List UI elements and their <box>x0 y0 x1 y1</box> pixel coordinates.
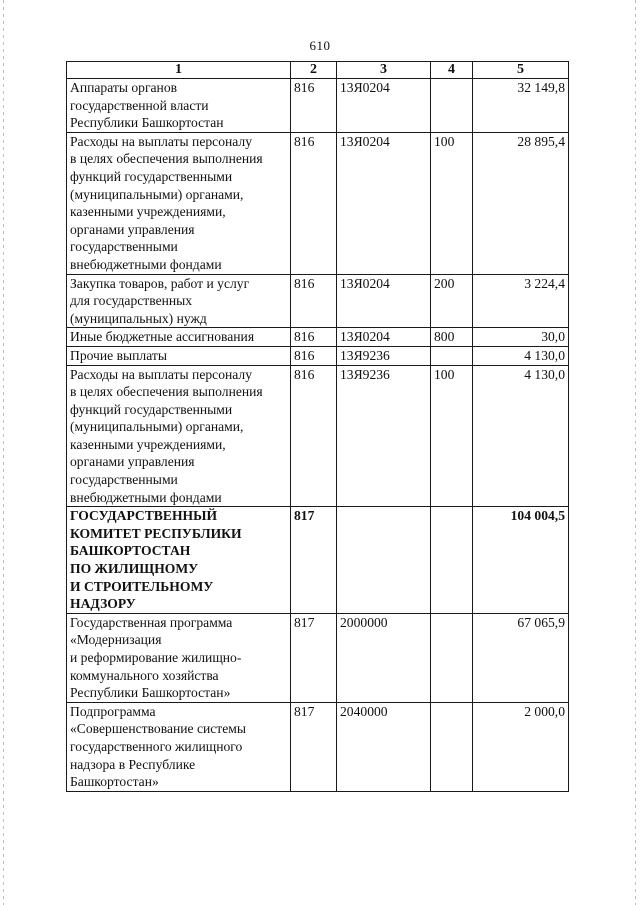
row-name: Расходы на выплаты персоналу в целях обеспечения выполнения функций государственными (муниципальными) органами, казенными учреждениями, органами управления государственными внебюджетными фондами <box>67 365 291 507</box>
page-number: 610 <box>309 38 331 53</box>
table-row <box>67 365 569 507</box>
row-program-code: 13Я0204 <box>337 328 431 347</box>
row-expense-type: 100 <box>431 365 473 507</box>
row-ministry-code: 817 <box>291 507 337 614</box>
row-amount: 104 004,5 <box>473 507 569 614</box>
row-ministry-code: 817 <box>291 702 337 791</box>
table-row <box>67 132 569 274</box>
table-row <box>67 274 569 328</box>
row-expense-type <box>431 507 473 614</box>
table-row <box>67 702 569 791</box>
row-ministry-code: 816 <box>291 132 337 274</box>
row-program-code: 13Я0204 <box>337 132 431 274</box>
row-amount: 67 065,9 <box>473 613 569 702</box>
row-amount: 3 224,4 <box>473 274 569 328</box>
row-amount: 30,0 <box>473 328 569 347</box>
row-expense-type: 100 <box>431 132 473 274</box>
header-col-5: 5 <box>473 62 569 79</box>
row-ministry-code: 816 <box>291 274 337 328</box>
scan-edge-right <box>635 0 636 905</box>
header-col-4: 4 <box>431 62 473 79</box>
row-expense-type: 200 <box>431 274 473 328</box>
header-col-2: 2 <box>291 62 337 79</box>
table-row <box>67 79 569 133</box>
row-expense-type <box>431 346 473 365</box>
header-col-1: 1 <box>67 62 291 79</box>
row-name: Расходы на выплаты персоналу в целях обеспечения выполнения функций государственными (муниципальными) органами, казенными учреждениями, органами управления государственными внебюджетными фондами <box>67 132 291 274</box>
table-row <box>67 328 569 347</box>
row-program-code: 2000000 <box>337 613 431 702</box>
row-expense-type <box>431 702 473 791</box>
row-name: Государственная программа «Модернизация и реформирование жилищно- коммунального хозяйства Республики Башкортостан» <box>67 613 291 702</box>
row-name: ГОСУДАРСТВЕННЫЙ КОМИТЕТ РЕСПУБЛИКИ БАШКОРТОСТАН ПО ЖИЛИЩНОМУ И СТРОИТЕЛЬНОМУ НАДЗОРУ <box>67 507 291 614</box>
budget-table <box>66 61 569 792</box>
row-name: Прочие выплаты <box>67 346 291 365</box>
row-ministry-code: 816 <box>291 365 337 507</box>
header-row <box>67 62 569 79</box>
row-name: Аппараты органов государственной власти Республики Башкортостан <box>67 79 291 133</box>
row-program-code: 13Я9236 <box>337 365 431 507</box>
table-row <box>67 346 569 365</box>
row-amount: 4 130,0 <box>473 365 569 507</box>
row-ministry-code: 817 <box>291 613 337 702</box>
row-name: Подпрограмма «Совершенствование системы государственного жилищного надзора в Республике Башкортостан» <box>67 702 291 791</box>
table-row-committee <box>67 507 569 614</box>
row-ministry-code: 816 <box>291 79 337 133</box>
row-name: Иные бюджетные ассигнования <box>67 328 291 347</box>
scan-edge-left <box>3 0 4 905</box>
row-amount: 28 895,4 <box>473 132 569 274</box>
row-amount: 2 000,0 <box>473 702 569 791</box>
row-program-code: 13Я0204 <box>337 79 431 133</box>
row-program-code: 2040000 <box>337 702 431 791</box>
row-ministry-code: 816 <box>291 328 337 347</box>
row-name: Закупка товаров, работ и услуг для государственных (муниципальных) нужд <box>67 274 291 328</box>
header-col-3: 3 <box>337 62 431 79</box>
row-program-code: 13Я0204 <box>337 274 431 328</box>
row-expense-type <box>431 79 473 133</box>
row-amount: 32 149,8 <box>473 79 569 133</box>
row-expense-type <box>431 613 473 702</box>
row-expense-type: 800 <box>431 328 473 347</box>
row-program-code <box>337 507 431 614</box>
row-program-code: 13Я9236 <box>337 346 431 365</box>
table-row <box>67 613 569 702</box>
row-amount: 4 130,0 <box>473 346 569 365</box>
row-ministry-code: 816 <box>291 346 337 365</box>
